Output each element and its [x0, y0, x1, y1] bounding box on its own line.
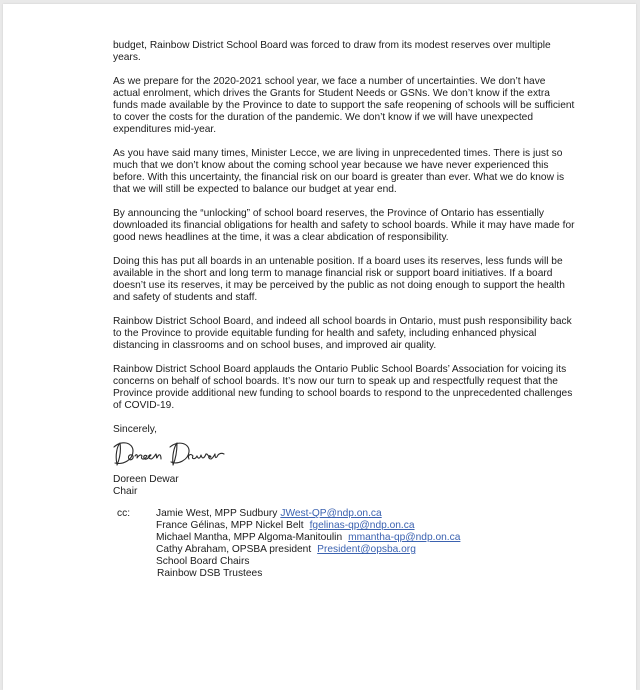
- text-line: As you have said many times, Minister Lecce, we are living in unprecedented times. There is just so: [113, 148, 563, 159]
- text-line: budget, Rainbow District School Board was forced to draw from its modest reserves over multiple: [113, 40, 551, 51]
- cc-recipient-name: Rainbow DSB Trustees: [157, 568, 263, 579]
- cc-recipient-name: School Board Chairs: [156, 556, 250, 567]
- paragraph-7: [113, 364, 573, 412]
- cc-recipient: [156, 520, 498, 532]
- cc-recipient: [156, 556, 498, 568]
- signature-image: [111, 438, 498, 468]
- text-line: Doing this has put all boards in an untenable position. If a board uses its reserves, less funds will be: [113, 256, 563, 267]
- text-line: concerns on behalf of school boards. It’s now our turn to speak up and respectfully request that the: [113, 376, 558, 387]
- cc-section: [113, 508, 498, 580]
- text-line: actual enrolment, which drives the Grants for Student Needs or GSNs. We don’t know if the extra: [113, 88, 550, 99]
- paragraph-5: [113, 256, 565, 304]
- cc-recipient: [156, 508, 498, 520]
- text-line: expenditures mid-year.: [113, 124, 217, 135]
- text-line: to cover the costs for the duration of the pandemic. We don’t know if we will have unexpected: [113, 112, 533, 123]
- text-line: before. With this uncertainty, the financial risk on our board is greater than ever. What we do know is: [113, 172, 565, 183]
- text-line: Rainbow District School Board, and indeed all school boards in Ontario, must push responsibility back: [113, 316, 572, 327]
- paragraph-6: [113, 316, 572, 352]
- text-line: As we prepare for the 2020-2021 school year, we face a number of uncertainties. We don’t have: [113, 76, 546, 87]
- paragraph-2: [113, 76, 575, 136]
- email-link[interactable]: mmantha-qp@ndp.on.ca: [348, 532, 461, 543]
- handwritten-signature-icon: [111, 438, 241, 468]
- text-line: By announcing the “unlocking” of school board reserves, the Province of Ontario has essentially: [113, 208, 544, 219]
- cc-recipient: [157, 568, 498, 580]
- cc-recipient-name: Cathy Abraham, OPSBA president: [156, 544, 312, 555]
- text-line: good news headlines at the time, it was a clear abdication of responsibility.: [113, 232, 449, 243]
- text-line: Rainbow District School Board applauds the Ontario Public School Boards’ Association for voicing its: [113, 364, 567, 375]
- text-line: distancing in classrooms and on school buses, and improved air quality.: [113, 340, 437, 351]
- cc-list: [156, 508, 498, 580]
- cc-recipient-name: Jamie West, MPP Sudbury: [156, 508, 278, 519]
- signer-title: Chair: [113, 486, 138, 497]
- document-page: [3, 4, 636, 690]
- paragraph-3: [113, 148, 565, 196]
- email-link[interactable]: fgelinas-qp@ndp.on.ca: [309, 520, 415, 531]
- text-line: available in the short and long term to manage financial risk or support board initiatives. If a board: [113, 268, 553, 279]
- text-line: years.: [113, 52, 141, 63]
- paragraph-1: [113, 40, 551, 64]
- signer-name: Doreen Dewar: [113, 474, 179, 485]
- paragraph-4: [113, 208, 575, 244]
- text-line: Province provide additional new funding to school boards to respond to the unprecedented challenges: [113, 388, 573, 399]
- cc-recipient-name: France Gélinas, MPP Nickel Belt: [156, 520, 304, 531]
- email-link[interactable]: President@opsba.org: [317, 544, 416, 555]
- cc-recipient: [156, 544, 498, 556]
- text-line: that we will still be expected to balance our budget at year end.: [113, 184, 397, 195]
- email-link[interactable]: JWest-QP@ndp.on.ca: [280, 508, 382, 519]
- cc-recipient: [156, 532, 498, 544]
- text-line: of COVID-19.: [113, 400, 175, 411]
- letter-body: [113, 40, 575, 580]
- text-line: funds made available by the Province to date to support the safe reopening of schools will be sufficient: [113, 100, 575, 111]
- text-line: and safety of students and staff.: [113, 292, 258, 303]
- text-line: to the Province to provide equitable funding for health and safety, including enhanced physical: [113, 328, 537, 339]
- text-line: downloaded its financial obligations for health and safety to school boards. While it may have made for: [113, 220, 575, 231]
- text-line: much that we don’t know about the coming school year because we have never experienced this: [113, 160, 549, 171]
- text-line: doesn’t use its reserves, it may be perceived by the public as not doing enough to support the health: [113, 280, 565, 291]
- cc-recipient-name: Michael Mantha, MPP Algoma-Manitoulin: [156, 532, 343, 543]
- closing: Sincerely,: [113, 424, 157, 435]
- cc-label: cc:: [117, 508, 131, 519]
